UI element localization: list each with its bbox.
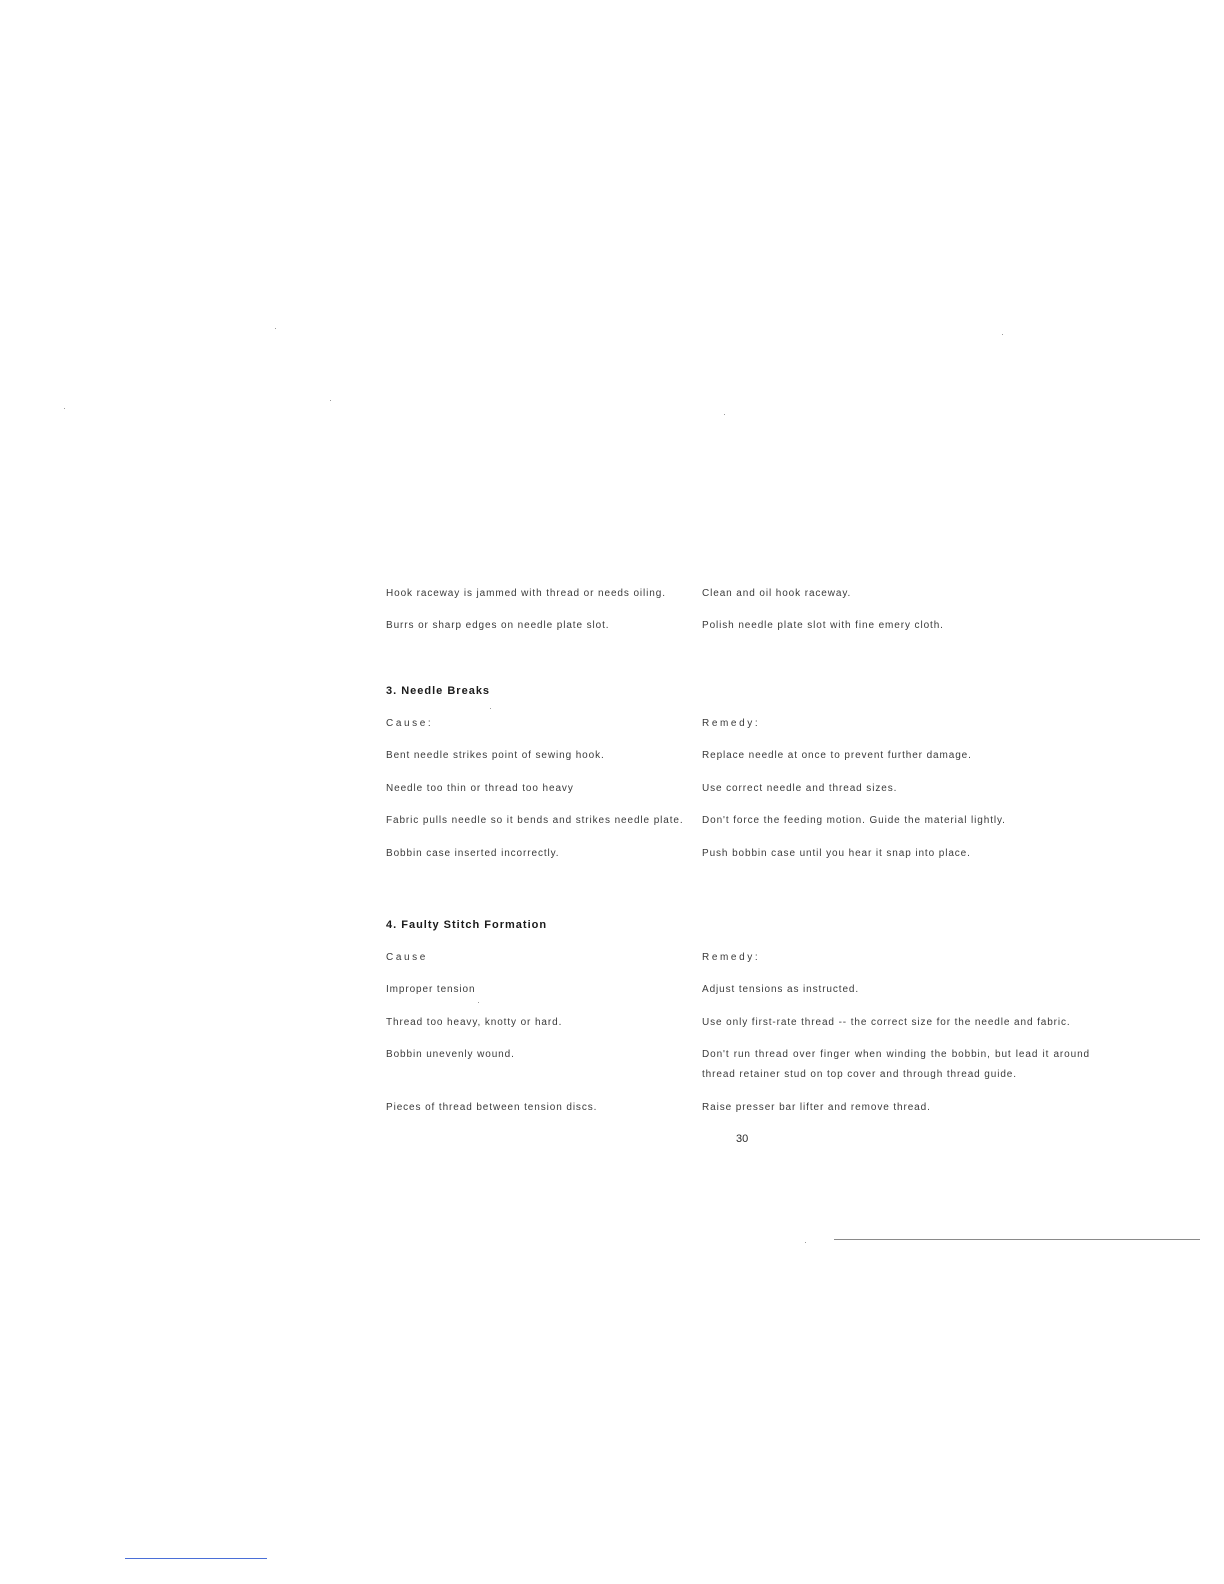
cause-text: Improper tension: [386, 984, 476, 995]
remedy-text: Raise presser bar lifter and remove thread.: [702, 1102, 931, 1113]
cause-text: Thread too heavy, knotty or hard.: [386, 1017, 563, 1028]
remedy-text: Don't run thread over finger when winding the bobbin, but lead it around thread retainer stud on top cover and through thread guide.: [702, 1049, 1090, 1080]
cause-text: Bobbin unevenly wound.: [386, 1049, 515, 1060]
remedy-text: Use correct needle and thread sizes.: [702, 783, 898, 794]
scan-speck: [724, 414, 725, 415]
section-heading-faulty-stitch-formation: 4. Faulty Stitch Formation: [386, 919, 548, 931]
scan-line-artifact: [834, 1239, 1200, 1240]
cause-text: Fabric pulls needle so it bends and strikes needle plate.: [386, 815, 684, 826]
remedy-text: Clean and oil hook raceway.: [702, 588, 852, 599]
blue-underline-artifact: [125, 1558, 267, 1559]
remedy-label: Remedy:: [702, 718, 761, 729]
scan-speck: [478, 1002, 479, 1003]
cause-label: Cause:: [386, 718, 434, 729]
scan-speck: [490, 708, 491, 709]
page-number: 30: [736, 1133, 749, 1145]
cause-text: Burrs or sharp edges on needle plate slot.: [386, 620, 610, 631]
scan-speck: [1002, 334, 1003, 335]
cause-text: Bent needle strikes point of sewing hook.: [386, 750, 605, 761]
cause-text: Hook raceway is jammed with thread or needs oiling.: [386, 588, 666, 599]
cause-label: Cause: [386, 952, 428, 963]
remedy-text: Push bobbin case until you hear it snap into place.: [702, 848, 971, 859]
scan-speck: [805, 1242, 806, 1243]
remedy-text: Replace needle at once to prevent further damage.: [702, 750, 972, 761]
scan-speck: [275, 328, 276, 329]
section-heading-needle-breaks: 3. Needle Breaks: [386, 685, 491, 697]
scan-speck: [64, 408, 65, 409]
remedy-text: Don't force the feeding motion. Guide the material lightly.: [702, 815, 1006, 826]
cause-text: Needle too thin or thread too heavy: [386, 783, 574, 794]
remedy-text: Adjust tensions as instructed.: [702, 984, 860, 995]
cause-text: Pieces of thread between tension discs.: [386, 1102, 598, 1113]
remedy-text: Use only first-rate thread -- the correct size for the needle and fabric.: [702, 1017, 1071, 1028]
remedy-label: Remedy:: [702, 952, 761, 963]
scan-speck: [330, 400, 331, 401]
remedy-text: Polish needle plate slot with fine emery cloth.: [702, 620, 944, 631]
cause-text: Bobbin case inserted incorrectly.: [386, 848, 560, 859]
